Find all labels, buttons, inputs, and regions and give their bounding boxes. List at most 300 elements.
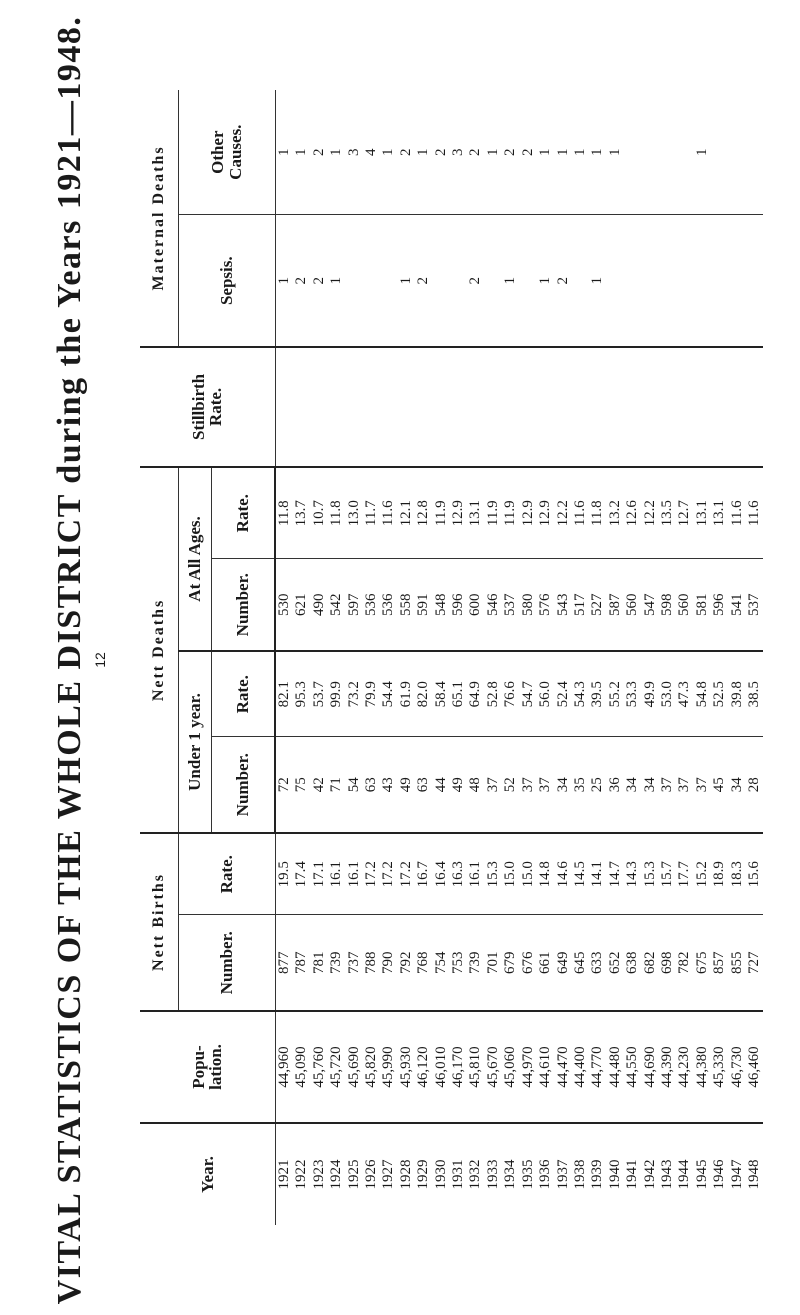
- deaths-number-cell: 536: [380, 559, 397, 651]
- births-number-cell: 652: [607, 915, 624, 1011]
- header-other-causes: Other Causes.: [179, 90, 276, 215]
- sepsis-cell: [676, 215, 693, 347]
- population-cell: 45,990: [380, 1011, 397, 1123]
- year-cell: 1944: [676, 1123, 693, 1225]
- other-causes-cell: 1: [415, 148, 432, 156]
- deaths-number-cell: 547: [642, 559, 659, 651]
- sepsis-cell: [607, 215, 624, 347]
- population-cell: 46,010: [433, 1011, 450, 1123]
- infant-rate-cell: 54.8: [694, 651, 711, 737]
- births-number-cell: 768: [415, 915, 432, 1011]
- births-rate-cell: 16.4: [433, 833, 450, 915]
- other-causes-cell: 1: [537, 148, 554, 156]
- header-stillbirth-rate: Stillbirth Rate.: [140, 347, 275, 467]
- year-cell: 1948: [746, 1123, 763, 1225]
- births-rate-cell: 16.1: [346, 833, 363, 915]
- year-cell: 1931: [450, 1123, 467, 1225]
- deaths-rate-cell: 12.7: [676, 467, 693, 559]
- year-cell: 1937: [555, 1123, 572, 1225]
- table-row: [555, 90, 572, 1225]
- header-deaths-number: Number.: [212, 559, 276, 651]
- table-row: [502, 90, 519, 1225]
- other-causes-cell: [642, 90, 659, 215]
- deaths-rate-cell: 12.9: [537, 467, 554, 559]
- deaths-number-cell: 591: [415, 559, 432, 651]
- infant-number-cell: 36: [607, 737, 624, 833]
- header-maternal-deaths: Maternal Deaths: [140, 90, 179, 347]
- table-row: [433, 90, 450, 1225]
- year-cell: 1924: [328, 1123, 345, 1225]
- sepsis-cell: [363, 215, 380, 347]
- sepsis-cell: 1: [328, 215, 345, 347]
- infant-number-cell: 49: [450, 737, 467, 833]
- deaths-number-cell: 517: [572, 559, 589, 651]
- table-row: [746, 90, 763, 1225]
- population-cell: 44,230: [676, 1011, 693, 1123]
- header-under-1-year: Under 1 year.: [179, 651, 212, 833]
- sepsis-cell: 2: [555, 215, 572, 347]
- stillbirth-rate-cell: [572, 347, 589, 467]
- stillbirth-rate-cell: [729, 347, 746, 467]
- infant-rate-cell: 58.4: [433, 651, 450, 737]
- header-births-rate: Rate.: [179, 833, 276, 915]
- population-cell: 44,390: [659, 1011, 676, 1123]
- other-causes-cell: 3: [450, 148, 467, 156]
- stillbirth-rate-cell: [275, 347, 293, 467]
- births-number-cell: 787: [293, 915, 310, 1011]
- deaths-rate-cell: 11.6: [380, 467, 397, 559]
- table-row: [328, 90, 345, 1225]
- sepsis-cell: [520, 215, 537, 347]
- statistics-table-container: [140, 90, 762, 1225]
- births-number-cell: 698: [659, 915, 676, 1011]
- births-rate-cell: 16.1: [467, 833, 484, 915]
- year-cell: 1927: [380, 1123, 397, 1225]
- infant-number-cell: 34: [642, 737, 659, 833]
- infant-number-cell: 45: [711, 737, 728, 833]
- year-cell: 1922: [293, 1123, 310, 1225]
- table-row: [676, 90, 693, 1225]
- deaths-number-cell: 597: [346, 559, 363, 651]
- infant-rate-cell: 53.0: [659, 651, 676, 737]
- table-row: [642, 90, 659, 1225]
- deaths-rate-cell: 11.9: [502, 467, 519, 559]
- infant-rate-cell: 49.9: [642, 651, 659, 737]
- other-causes-cell: 1: [554, 148, 571, 156]
- infant-number-cell: 63: [415, 737, 432, 833]
- year-cell: 1941: [624, 1123, 641, 1225]
- births-rate-cell: 16.1: [328, 833, 345, 915]
- sepsis-cell: [433, 215, 450, 347]
- table-row: [572, 90, 589, 1225]
- table-row: [624, 90, 641, 1225]
- population-cell: 45,670: [485, 1011, 502, 1123]
- deaths-number-cell: 541: [729, 559, 746, 651]
- other-causes-cell: [729, 90, 746, 215]
- infant-number-cell: 37: [694, 737, 711, 833]
- sepsis-cell: 2: [415, 215, 432, 347]
- header-deaths-rate: Rate.: [212, 467, 276, 559]
- births-number-cell: 676: [520, 915, 537, 1011]
- deaths-rate-cell: 13.7: [293, 467, 310, 559]
- other-causes-cell: 3: [345, 148, 362, 156]
- population-cell: 44,770: [589, 1011, 606, 1123]
- infant-rate-cell: 52.5: [711, 651, 728, 737]
- population-cell: 45,810: [467, 1011, 484, 1123]
- births-rate-cell: 18.9: [711, 833, 728, 915]
- infant-number-cell: 37: [676, 737, 693, 833]
- births-rate-cell: 17.1: [311, 833, 328, 915]
- deaths-number-cell: 580: [520, 559, 537, 651]
- other-causes-cell: 1: [606, 148, 623, 156]
- stillbirth-rate-cell: [537, 347, 554, 467]
- year-cell: 1938: [572, 1123, 589, 1225]
- stillbirth-rate-cell: [711, 347, 728, 467]
- population-cell: 44,470: [555, 1011, 572, 1123]
- header-year: Year.: [140, 1123, 275, 1225]
- header-nett-births: Nett Births: [140, 833, 179, 1011]
- vital-statistics-table: [140, 90, 763, 1225]
- deaths-rate-cell: 12.9: [520, 467, 537, 559]
- births-rate-cell: 14.7: [607, 833, 624, 915]
- stillbirth-rate-cell: [450, 347, 467, 467]
- deaths-rate-cell: 12.2: [642, 467, 659, 559]
- deaths-rate-cell: 11.8: [328, 467, 345, 559]
- deaths-number-cell: 490: [311, 559, 328, 651]
- births-rate-cell: 14.6: [555, 833, 572, 915]
- infant-rate-cell: 53.3: [624, 651, 641, 737]
- deaths-number-cell: 560: [624, 559, 641, 651]
- population-cell: 45,330: [711, 1011, 728, 1123]
- infant-number-cell: 35: [572, 737, 589, 833]
- other-causes-cell: 1: [275, 148, 292, 156]
- infant-rate-cell: 52.4: [555, 651, 572, 737]
- table-row: [520, 90, 537, 1225]
- table-row: [659, 90, 676, 1225]
- population-cell: 44,380: [694, 1011, 711, 1123]
- births-rate-cell: 15.3: [485, 833, 502, 915]
- infant-number-cell: 48: [467, 737, 484, 833]
- infant-rate-cell: 39.8: [729, 651, 746, 737]
- header-nett-deaths: Nett Deaths: [140, 467, 179, 833]
- births-number-cell: 675: [694, 915, 711, 1011]
- other-causes-cell: [746, 90, 763, 215]
- sepsis-cell: [711, 215, 728, 347]
- births-number-cell: 645: [572, 915, 589, 1011]
- page-number: 12: [92, 652, 108, 668]
- other-causes-cell: 2: [467, 148, 484, 156]
- other-causes-cell: [676, 90, 693, 215]
- deaths-number-cell: 576: [537, 559, 554, 651]
- infant-rate-cell: 53.7: [311, 651, 328, 737]
- other-causes-cell: 1: [328, 148, 345, 156]
- infant-number-cell: 54: [346, 737, 363, 833]
- sepsis-cell: [746, 215, 763, 347]
- births-number-cell: 855: [729, 915, 746, 1011]
- sepsis-cell: [729, 215, 746, 347]
- births-rate-cell: 15.6: [746, 833, 763, 915]
- year-cell: 1928: [398, 1123, 415, 1225]
- births-number-cell: 638: [624, 915, 641, 1011]
- infant-number-cell: 37: [485, 737, 502, 833]
- sepsis-cell: [694, 215, 711, 347]
- sepsis-cell: 1: [502, 215, 519, 347]
- stillbirth-rate-cell: [311, 347, 328, 467]
- other-causes-cell: 2: [397, 148, 414, 156]
- table-row: [485, 90, 502, 1225]
- births-rate-cell: 17.2: [398, 833, 415, 915]
- year-cell: 1935: [520, 1123, 537, 1225]
- deaths-number-cell: 600: [467, 559, 484, 651]
- births-number-cell: 649: [555, 915, 572, 1011]
- stillbirth-rate-cell: [694, 347, 711, 467]
- infant-rate-cell: 38.5: [746, 651, 763, 737]
- births-rate-cell: 15.0: [502, 833, 519, 915]
- stillbirth-rate-cell: [589, 347, 606, 467]
- year-cell: 1947: [729, 1123, 746, 1225]
- deaths-number-cell: 621: [293, 559, 310, 651]
- population-cell: 44,400: [572, 1011, 589, 1123]
- stillbirth-rate-cell: [555, 347, 572, 467]
- infant-rate-cell: 54.3: [572, 651, 589, 737]
- population-cell: 45,720: [328, 1011, 345, 1123]
- infant-rate-cell: 47.3: [676, 651, 693, 737]
- births-number-cell: 737: [346, 915, 363, 1011]
- deaths-number-cell: 537: [746, 559, 763, 651]
- stillbirth-rate-cell: [467, 347, 484, 467]
- sepsis-cell: 1: [589, 215, 606, 347]
- deaths-rate-cell: 11.8: [589, 467, 606, 559]
- deaths-rate-cell: 13.0: [346, 467, 363, 559]
- deaths-rate-cell: 11.7: [363, 467, 380, 559]
- births-number-cell: 727: [746, 915, 763, 1011]
- deaths-rate-cell: 13.2: [607, 467, 624, 559]
- infant-number-cell: 49: [398, 737, 415, 833]
- stillbirth-rate-cell: [328, 347, 345, 467]
- infant-number-cell: 72: [275, 737, 293, 833]
- infant-number-cell: 37: [659, 737, 676, 833]
- stillbirth-rate-cell: [485, 347, 502, 467]
- other-causes-cell: 1: [484, 148, 501, 156]
- other-causes-cell: 1: [589, 148, 606, 156]
- table-row: [694, 90, 711, 1225]
- deaths-rate-cell: 12.9: [450, 467, 467, 559]
- stillbirth-rate-cell: [346, 347, 363, 467]
- deaths-number-cell: 596: [450, 559, 467, 651]
- population-cell: 44,690: [642, 1011, 659, 1123]
- deaths-rate-cell: 11.6: [746, 467, 763, 559]
- population-cell: 45,690: [346, 1011, 363, 1123]
- births-rate-cell: 17.2: [363, 833, 380, 915]
- births-number-cell: 790: [380, 915, 397, 1011]
- year-cell: 1945: [694, 1123, 711, 1225]
- sepsis-cell: 2: [293, 215, 310, 347]
- other-causes-cell: 2: [310, 148, 327, 156]
- infant-rate-cell: 76.6: [502, 651, 519, 737]
- deaths-rate-cell: 10.7: [311, 467, 328, 559]
- year-cell: 1930: [433, 1123, 450, 1225]
- infant-number-cell: 34: [729, 737, 746, 833]
- deaths-number-cell: 530: [275, 559, 293, 651]
- table-row: [346, 90, 363, 1225]
- stillbirth-rate-cell: [607, 347, 624, 467]
- other-causes-cell: 2: [519, 148, 536, 156]
- births-rate-cell: 17.4: [293, 833, 310, 915]
- infant-rate-cell: 82.0: [415, 651, 432, 737]
- infant-rate-cell: 79.9: [363, 651, 380, 737]
- header-infant-number: Number.: [212, 737, 276, 833]
- deaths-number-cell: 581: [694, 559, 711, 651]
- header-sepsis: Sepsis.: [179, 215, 276, 347]
- deaths-rate-cell: 13.1: [467, 467, 484, 559]
- deaths-rate-cell: 12.2: [555, 467, 572, 559]
- table-row: [363, 90, 380, 1225]
- infant-number-cell: 63: [363, 737, 380, 833]
- infant-rate-cell: 65.1: [450, 651, 467, 737]
- infant-rate-cell: 55.2: [607, 651, 624, 737]
- infant-rate-cell: 82.1: [275, 651, 293, 737]
- stillbirth-rate-cell: [363, 347, 380, 467]
- deaths-number-cell: 543: [555, 559, 572, 651]
- births-number-cell: 781: [311, 915, 328, 1011]
- stillbirth-rate-cell: [746, 347, 763, 467]
- year-cell: 1932: [467, 1123, 484, 1225]
- table-row: [729, 90, 746, 1225]
- table-row: [275, 90, 293, 1225]
- year-cell: 1926: [363, 1123, 380, 1225]
- year-cell: 1936: [537, 1123, 554, 1225]
- stillbirth-rate-cell: [642, 347, 659, 467]
- births-rate-cell: 19.5: [275, 833, 293, 915]
- stillbirth-rate-cell: [433, 347, 450, 467]
- deaths-rate-cell: 13.1: [711, 467, 728, 559]
- sepsis-cell: [485, 215, 502, 347]
- other-causes-cell: 2: [502, 148, 519, 156]
- births-rate-cell: 16.3: [450, 833, 467, 915]
- births-rate-cell: 15.7: [659, 833, 676, 915]
- deaths-rate-cell: 12.6: [624, 467, 641, 559]
- infant-number-cell: 34: [555, 737, 572, 833]
- year-cell: 1939: [589, 1123, 606, 1225]
- population-cell: 46,120: [415, 1011, 432, 1123]
- births-rate-cell: 17.2: [380, 833, 397, 915]
- other-causes-cell: [624, 90, 641, 215]
- births-number-cell: 788: [363, 915, 380, 1011]
- header-births-number: Number.: [179, 915, 276, 1011]
- population-cell: 46,170: [450, 1011, 467, 1123]
- header-at-all-ages: At All Ages.: [179, 467, 212, 651]
- births-number-cell: 857: [711, 915, 728, 1011]
- births-rate-cell: 18.3: [729, 833, 746, 915]
- infant-rate-cell: 95.3: [293, 651, 310, 737]
- infant-number-cell: 75: [293, 737, 310, 833]
- infant-rate-cell: 39.5: [589, 651, 606, 737]
- infant-number-cell: 28: [746, 737, 763, 833]
- infant-rate-cell: 56.0: [537, 651, 554, 737]
- stillbirth-rate-cell: [380, 347, 397, 467]
- year-cell: 1921: [275, 1123, 293, 1225]
- sepsis-cell: 1: [537, 215, 554, 347]
- year-cell: 1923: [311, 1123, 328, 1225]
- table-row: [589, 90, 606, 1225]
- population-cell: 45,820: [363, 1011, 380, 1123]
- sepsis-cell: 1: [398, 215, 415, 347]
- births-number-cell: 754: [433, 915, 450, 1011]
- infant-rate-cell: 54.4: [380, 651, 397, 737]
- sepsis-cell: [659, 215, 676, 347]
- deaths-rate-cell: 13.5: [659, 467, 676, 559]
- births-rate-cell: 15.3: [642, 833, 659, 915]
- births-number-cell: 877: [275, 915, 293, 1011]
- births-number-cell: 679: [502, 915, 519, 1011]
- stillbirth-rate-cell: [676, 347, 693, 467]
- infant-number-cell: 37: [520, 737, 537, 833]
- table-row: [537, 90, 554, 1225]
- table-body: [275, 90, 763, 1225]
- stillbirth-rate-cell: [659, 347, 676, 467]
- year-cell: 1940: [607, 1123, 624, 1225]
- births-rate-cell: 15.0: [520, 833, 537, 915]
- births-rate-cell: 15.2: [694, 833, 711, 915]
- table-row: [398, 90, 415, 1225]
- deaths-number-cell: 587: [607, 559, 624, 651]
- sepsis-cell: [642, 215, 659, 347]
- table-row: [293, 90, 310, 1225]
- year-cell: 1946: [711, 1123, 728, 1225]
- population-cell: 46,460: [746, 1011, 763, 1123]
- table-row: [467, 90, 484, 1225]
- deaths-number-cell: 542: [328, 559, 345, 651]
- sepsis-cell: [572, 215, 589, 347]
- year-cell: 1933: [485, 1123, 502, 1225]
- sepsis-cell: [624, 215, 641, 347]
- deaths-rate-cell: 11.6: [572, 467, 589, 559]
- header-population: Popu- lation.: [140, 1011, 275, 1123]
- births-rate-cell: 17.7: [676, 833, 693, 915]
- other-causes-cell: 1: [380, 148, 397, 156]
- deaths-number-cell: 598: [659, 559, 676, 651]
- table-row: [450, 90, 467, 1225]
- deaths-rate-cell: 11.9: [485, 467, 502, 559]
- table-row: [711, 90, 728, 1225]
- table-row: [311, 90, 328, 1225]
- deaths-rate-cell: 11.6: [729, 467, 746, 559]
- population-cell: 45,760: [311, 1011, 328, 1123]
- infant-number-cell: 25: [589, 737, 606, 833]
- infant-number-cell: 71: [328, 737, 345, 833]
- sepsis-cell: [380, 215, 397, 347]
- header-row-groups: [140, 90, 179, 1225]
- births-number-cell: 682: [642, 915, 659, 1011]
- stillbirth-rate-cell: [293, 347, 310, 467]
- table-row: [415, 90, 432, 1225]
- deaths-number-cell: 546: [485, 559, 502, 651]
- other-causes-cell: 2: [432, 148, 449, 156]
- births-number-cell: 739: [467, 915, 484, 1011]
- infant-number-cell: 52: [502, 737, 519, 833]
- births-rate-cell: 14.1: [589, 833, 606, 915]
- table-row: [607, 90, 624, 1225]
- year-cell: 1929: [415, 1123, 432, 1225]
- other-causes-cell: [711, 90, 728, 215]
- page-title: VITAL STATISTICS OF THE WHOLE DISTRICT during the Years 1921—1948.: [51, 15, 88, 1305]
- year-cell: 1942: [642, 1123, 659, 1225]
- header-infant-rate: Rate.: [212, 651, 276, 737]
- infant-rate-cell: 99.9: [328, 651, 345, 737]
- sepsis-cell: [346, 215, 363, 347]
- infant-number-cell: 37: [537, 737, 554, 833]
- deaths-number-cell: 527: [589, 559, 606, 651]
